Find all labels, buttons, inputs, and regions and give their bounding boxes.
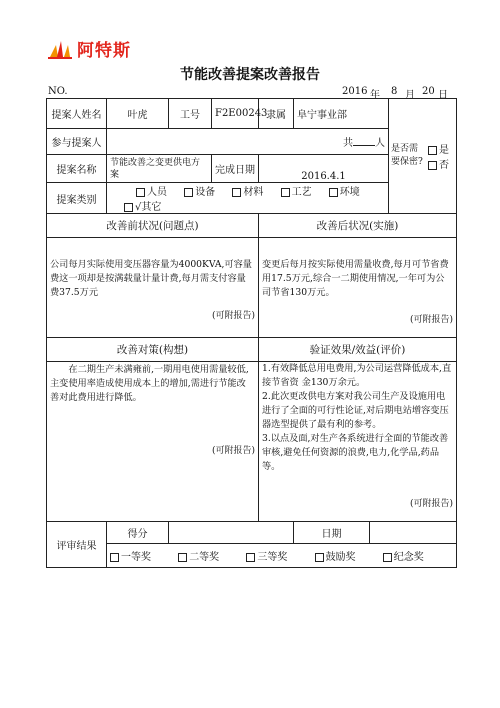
proposer-value[interactable]: 叶虎 [107, 99, 169, 129]
score-label: 得分 [107, 522, 169, 544]
participants-label: 参与提案人 [47, 129, 107, 155]
before-text: 公司每月实际使用变压器容量为4000KVA,可容量费这一项却是按满载量计量计费,每月需支付容量费37.5万元 [50, 259, 252, 298]
empno-value[interactable]: F2E00243 [212, 99, 259, 129]
proposal-name-value[interactable]: 节能改善之变更供电方案 [107, 155, 212, 183]
award-souvenir[interactable]: 纪念奖 [383, 552, 424, 563]
sunburst-icon [48, 39, 74, 59]
company-logo [48, 36, 131, 61]
dept-label: 隶属 [259, 99, 294, 129]
verify-item-3: 3.以点及面,对生产各系统进行全面的节能改善审核,避免任何资源的浪费,电力,化学品,药品等。 [262, 433, 449, 472]
confidential-label: 是否需要保密? [391, 144, 423, 167]
confidential-cell [389, 99, 457, 214]
year-label: 年 [370, 90, 380, 101]
brand-name: 阿特斯 [77, 41, 131, 61]
measure-text: 在二期生产未满雍前,一期用电使用需量较低,主变使用率造成使用成本上的增加,需进行节能改善对此费用进行降低。 [50, 364, 249, 403]
review-date-label: 日期 [294, 522, 370, 544]
verify-content[interactable] [259, 362, 457, 522]
after-heading: 改善后状况(实施) [259, 214, 457, 238]
before-content[interactable] [47, 238, 259, 338]
category-people[interactable]: 人员 [136, 187, 167, 198]
measure-attach-note: (可附报告) [211, 446, 255, 456]
category-material[interactable]: 材料 [232, 187, 263, 198]
score-value[interactable] [169, 522, 294, 544]
finish-date-label: 完成日期 [212, 155, 259, 183]
measure-content[interactable] [47, 362, 259, 522]
category-options [107, 183, 389, 214]
category-label: 提案类别 [47, 183, 107, 214]
after-attach-note: (可附报告) [409, 315, 453, 325]
category-equipment[interactable]: 设备 [184, 187, 215, 198]
before-attach-note: (可附报告) [211, 311, 255, 321]
before-heading: 改善前状况(问题点) [47, 214, 259, 238]
review-date-value[interactable] [370, 522, 457, 544]
category-environment[interactable]: 环境 [329, 187, 360, 198]
month-label: 月 [405, 90, 415, 101]
verify-item-2: 2.此次更改供电方案对我公司生产及设施用电进行了全面的可行性论证,对后期电站增容变压器选型提供了最有利的参考。 [262, 391, 449, 430]
date-year: 2016 [342, 86, 368, 97]
proposal-name-label: 提案名称 [47, 155, 107, 183]
award-options [107, 544, 457, 568]
participants-total[interactable]: 共 人 [107, 129, 389, 155]
verify-heading: 验证效果/效益(评价) [259, 338, 457, 362]
award-third[interactable]: 三等奖 [246, 552, 287, 563]
verify-item-1: 1.有效降低总用电费用,为公司运营降低成本,直接节省资 金130万余元。 [262, 363, 452, 388]
review-label: 评审结果 [47, 522, 107, 568]
award-first[interactable]: 一等奖 [110, 552, 151, 563]
after-content[interactable] [259, 238, 457, 338]
after-text: 变更后每月按实际使用需量收费,每月可节省费用17.5万元,综合一二期使用情况,一年可为公司节省130万元。 [262, 259, 449, 298]
finish-date-value[interactable]: 2016.4.1 [259, 155, 389, 183]
category-other[interactable]: √其它 [124, 202, 161, 213]
day-label: 日 [438, 90, 448, 101]
checkbox-icon [428, 146, 437, 155]
empno-label: 工号 [169, 99, 212, 129]
confidential-no[interactable]: 否 [428, 156, 456, 171]
proposal-form [46, 98, 457, 568]
proposer-label: 提案人姓名 [47, 99, 107, 129]
confidential-yes[interactable]: 是 [428, 141, 456, 156]
award-second[interactable]: 二等奖 [178, 552, 219, 563]
form-number-label: NO. [48, 86, 68, 97]
checkbox-icon [428, 161, 437, 170]
date-day: 20 [422, 86, 435, 97]
page-title: 节能改善提案改善报告 [180, 67, 320, 83]
measure-heading: 改善对策(构想) [47, 338, 259, 362]
verify-attach-note: (可附报告) [409, 499, 453, 509]
dept-value[interactable]: 阜宁事业部 [294, 99, 389, 129]
category-process[interactable]: 工艺 [281, 187, 312, 198]
award-encourage[interactable]: 鼓励奖 [315, 552, 356, 563]
date-month: 8 [391, 86, 398, 97]
